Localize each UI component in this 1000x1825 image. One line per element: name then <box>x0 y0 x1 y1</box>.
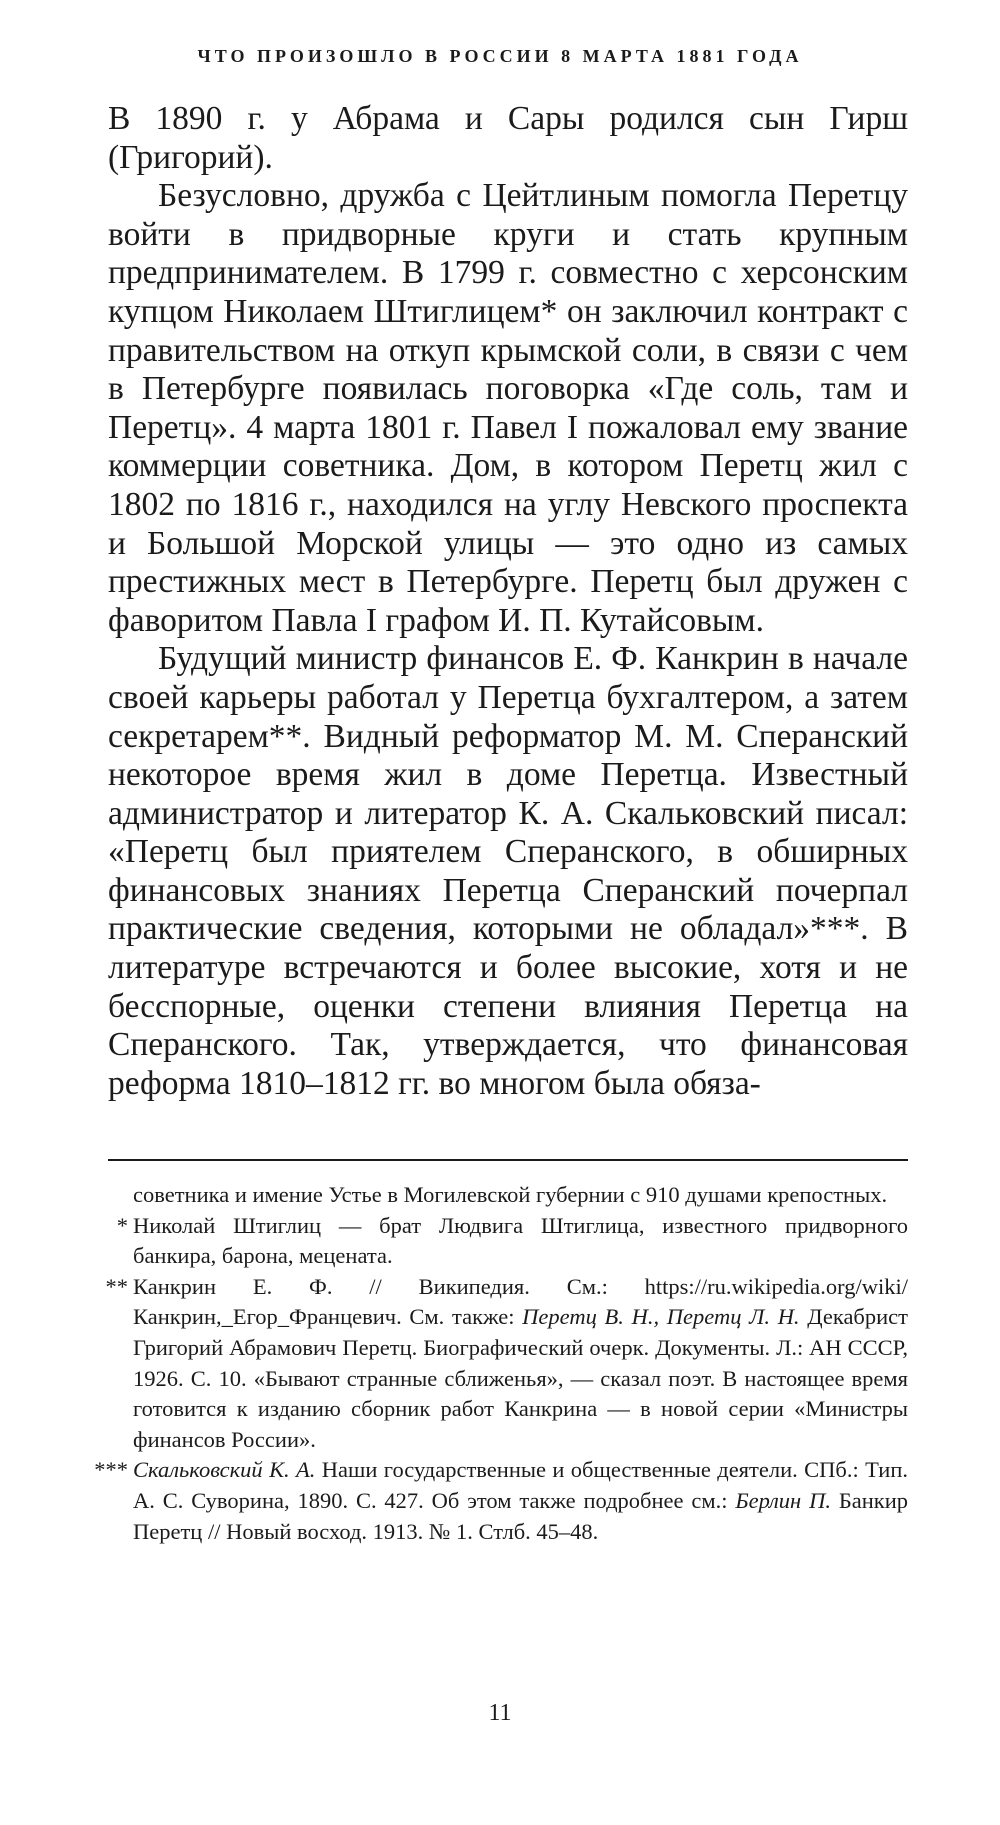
page-number: 11 <box>488 1700 512 1726</box>
footnote-continuation: советника и имение Устье в Могилевской губернии с 910 душами крепостных. <box>133 1182 888 1207</box>
footnote-2-text-b: Декабрист Григорий Абрамович Перетц. Биографический очерк. Документы. Л.: АН СССР, 1926. С. 10. «Бывают странные сближенья», — сказал поэт. В настоящее время готовится к изданию сборник работ Канкрина — в новой серии «Министры финансов России». <box>133 1304 908 1452</box>
footnote-3-text-b: Банкир Перетц // Новый восход. 1913. № 1. Стлб. 45–48. <box>133 1487 909 1544</box>
footnote-separator <box>108 1159 908 1161</box>
main-text <box>108 100 908 1103</box>
footnote-3-mark: *** <box>94 1457 128 1483</box>
paragraph-1: В 1890 г. у Абрама и Сары родился сын Гирш (Григорий). <box>108 100 908 176</box>
footnote-2-italic: Перетц В. Н., Перетц Л. Н. <box>522 1304 800 1330</box>
footnotes <box>94 1180 909 1547</box>
paragraph-3: Будущий министр финансов Е. Ф. Канкрин в начале своей карьеры работал у Перетца бухгалтером, а затем секретарем**. Видный реформатор М. М. Сперанский некоторое время жил в доме Перетца. Известный администратор и литератор К. А. Скальковский писал: «Перетц был приятелем Сперанского, в обширных финансовых знаниях Перетца Сперанский почерпал практические сведения, которыми не обладал»***. В литературе встречаются и более высокие, хотя и не бесспорные, оценки степени влияния Перетца на Сперанского. Так, утверждается, что финансовая реформа 1810–1812 гг. во многом была обяза- <box>108 640 908 1102</box>
paragraph-2: Безусловно, дружба с Цейтлиным помогла Перетцу войти в придворные круги и стать крупным предпринимателем. В 1799 г. совместно с херсонским купцом Николаем Штиглицем* он заключил контракт с правительством на откуп крымской соли, в связи с чем в Петербурге появилась поговорка «Где соль, там и Перетц». 4 марта 1801 г. Павел I пожаловал ему звание коммерции советника. Дом, в котором Перетц жил с 1802 по 1816 г., находился на углу Невского проспекта и Большой Морской улицы — это одно из самых престижных мест в Петербурге. Перетц был дружен с фаворитом Павла I графом И. П. Кутайсовым. <box>108 177 908 639</box>
footnote-3-italic-a: Скальковский К. А. <box>133 1457 316 1483</box>
footnote-2 <box>105 1272 908 1456</box>
footnote-3 <box>94 1455 909 1547</box>
footnote-3-text-a: Наши государственные и общественные деятели. СПб.: Тип. А. С. Суворина, 1890. С. 427. Об этом также подробнее см.: <box>133 1457 908 1513</box>
footnote-1-text: Николай Штиглиц — брат Людвига Штиглица, известного придворного банкира, барона, мецената. <box>133 1212 908 1269</box>
footnote-3-italic-b: Берлин П. <box>735 1487 831 1513</box>
footnote-2-mark: ** <box>105 1273 128 1299</box>
footnote-1 <box>108 1211 908 1272</box>
footnote-1-mark: * <box>116 1212 128 1238</box>
running-header: ЧТО ПРОИЗОШЛО В РОССИИ 8 МАРТА 1881 ГОДА <box>197 46 803 66</box>
footnote-2-text-a: Канкрин Е. Ф. // Википедия. См.: https://ru.wikipedia.org/wiki/Канкрин,_Егор_Францевич. См. также: <box>133 1273 908 1330</box>
